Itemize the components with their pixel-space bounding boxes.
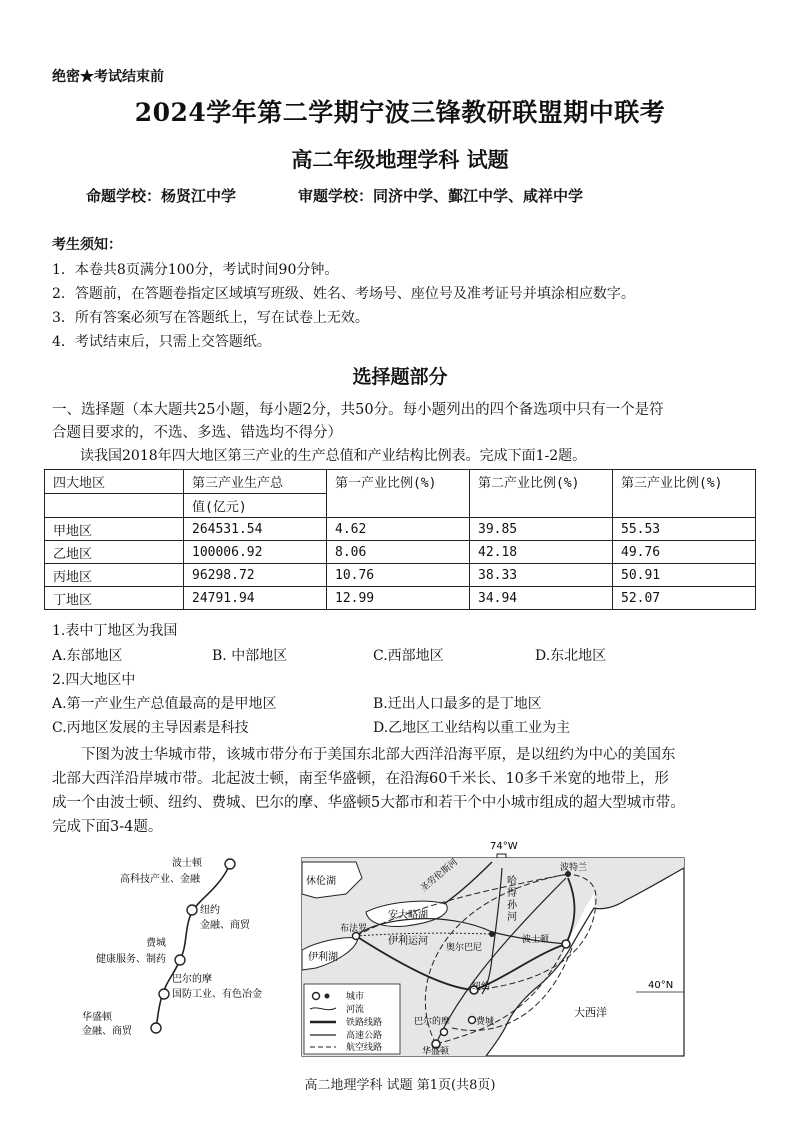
table-header-cell: 第三产业生产总 (184, 470, 327, 494)
legend-label: 高速公路 (346, 1031, 383, 1041)
city-function: 国防工业、有色冶金 (172, 989, 262, 1000)
table-cell: 34.94 (470, 587, 613, 610)
table-cell: 49.76 (613, 541, 756, 564)
legend-label: 城市 (346, 992, 365, 1002)
table-row (45, 518, 756, 541)
answer-option: B.迁出人口最多的是丁地区 (373, 696, 542, 712)
question-lead: 读我国2018年四大地区第三产业的生产总值和产业结构比例表。完成下面1-2题。 (80, 448, 587, 464)
city-dot (151, 1023, 161, 1033)
reviewer-schools: 审题学校：同济中学、鄞江中学、咸祥中学 (298, 187, 584, 205)
city-label: 布法罗 (340, 924, 368, 934)
lake-label: 伊利湖 (308, 952, 338, 963)
passage-line: 成一个由波士顿、纽约、费城、巴尔的摩、华盛顿5大都市和若干个中小城市组成的超大型城市带。 (52, 795, 685, 811)
table-header-row (45, 470, 756, 494)
table-row (45, 541, 756, 564)
city-dot (159, 989, 169, 999)
lake-label: 安大略湖 (388, 910, 428, 921)
instructions-line: 一、选择题（本大题共25小题，每小题2分，共50分。每小题列出的四个备选项中只有一个是符 (52, 402, 664, 418)
ocean-label: 大西洋 (574, 1006, 607, 1019)
table-cell: 55.53 (613, 518, 756, 541)
river-label: 圣劳伦斯河 (419, 857, 460, 894)
data-table (44, 469, 756, 610)
setter-school: 命题学校：杨贤江中学 (86, 187, 237, 205)
legend-city-icon (325, 994, 330, 999)
answer-option: D.乙地区工业结构以重工业为主 (373, 720, 571, 736)
table-cell: 50.91 (613, 564, 756, 587)
question-stem: 2.四大地区中 (52, 672, 136, 688)
answer-option: C.丙地区发展的主导因素是科技 (52, 720, 249, 736)
city-dot (175, 955, 185, 965)
parallel-label: 40°N (648, 980, 674, 991)
answer-option: B. 中部地区 (212, 648, 288, 664)
passage-line: 北部大西洋沿岸城市带。北起波士顿，南至华盛顿，在沿海60千米长、10多千米宽的地带上，形 (52, 771, 669, 787)
legend-label: 河流 (346, 1005, 365, 1015)
city-label: 纽约 (472, 982, 491, 992)
meridian-label: 74°W (490, 841, 518, 852)
passage-line: 下图为波士华城市带，该城市带分布于美国东北部大西洋沿海平原，是以纽约为中心的美国东 (81, 747, 676, 763)
table-cell: 10.76 (327, 564, 470, 587)
legend-label: 航空线路 (346, 1043, 383, 1053)
question-stem: 1.表中丁地区为我国 (52, 623, 178, 639)
city-function: 健康服务、制药 (96, 954, 166, 965)
city-name: 纽约 (200, 905, 220, 916)
notice-item: 2．答题前，在答题卷指定区域填写班级、姓名、考场号、座位号及准考证号并填涂相应数字。 (52, 286, 635, 302)
city-label: 波士顿 (522, 935, 550, 945)
secret-label: 绝密★考试结束前 (52, 69, 164, 85)
table-header-cell: 第二产业比例(%) (470, 470, 613, 518)
table-cell: 52.07 (613, 587, 756, 610)
exam-subtitle: 高二年级地理学科 试题 (291, 147, 509, 172)
answer-option: D.东北地区 (535, 648, 607, 664)
school-info (86, 185, 583, 206)
table-header-cell (45, 494, 184, 518)
lake-label: 休伦湖 (306, 876, 336, 887)
city-function: 金融、商贸 (200, 920, 250, 931)
city-label: 波特兰 (560, 863, 588, 873)
legend-label: 铁路线路 (346, 1018, 383, 1028)
notice-item: 3．所有答案必须写在答题纸上，写在试卷上无效。 (52, 310, 369, 326)
city-label: 费城 (476, 1017, 495, 1027)
page-footer: 高二地理学科 试题 第1页(共8页) (304, 1078, 496, 1093)
city-label: 巴尔的摩 (414, 1017, 451, 1027)
city-marker (489, 931, 495, 937)
answer-option: C.西部地区 (373, 648, 444, 664)
table-header-cell: 四大地区 (45, 470, 184, 494)
table-header-cell: 第三产业比例(%) (613, 470, 756, 518)
city-name: 费城 (146, 938, 166, 949)
river-label: 哈 (507, 876, 517, 887)
city-chain-figure (80, 848, 290, 1048)
table-cell: 39.85 (470, 518, 613, 541)
answer-option: A.第一产业生产总值最高的是甲地区 (52, 696, 277, 712)
table-cell: 24791.94 (184, 587, 327, 610)
city-marker (562, 940, 570, 948)
notice-heading: 考生须知： (52, 237, 122, 253)
table-cell: 100006.92 (184, 541, 327, 564)
river-label: 河 (507, 912, 517, 923)
city-name: 巴尔的摩 (172, 974, 212, 985)
table-row (45, 587, 756, 610)
table-cell: 38.33 (470, 564, 613, 587)
canal-label: 伊利运河 (388, 936, 428, 947)
instructions-line: 合题目要求的，不选、多选、错选均不得分） (52, 425, 342, 441)
section-title: 选择题部分 (352, 366, 448, 388)
exam-title: 2024学年第二学期宁波三锋教研联盟期中联考 (134, 98, 666, 127)
table-cell: 8.06 (327, 541, 470, 564)
table-cell: 12.99 (327, 587, 470, 610)
table-cell: 丙地区 (45, 564, 184, 587)
city-dot (225, 859, 235, 869)
notice-item: 1．本卷共8页满分100分，考试时间90分钟。 (52, 262, 339, 278)
city-chain-line (156, 864, 230, 1028)
notice-item: 4．考试结束后，只需上交答题纸。 (52, 334, 271, 350)
passage-line: 完成下面3-4题。 (52, 819, 163, 835)
city-function: 高科技产业、金融 (120, 874, 200, 885)
table-header-cell: 第一产业比例(%) (327, 470, 470, 518)
answer-option: A.东部地区 (52, 648, 123, 664)
table-cell: 96298.72 (184, 564, 327, 587)
city-function: 金融、商贸 (82, 1026, 132, 1037)
megalopolis-map (296, 838, 692, 1062)
river-label: 孙 (507, 900, 517, 911)
table-cell: 乙地区 (45, 541, 184, 564)
legend-city-icon (313, 993, 320, 1000)
city-name: 波士顿 (172, 858, 202, 869)
city-dot (187, 905, 197, 915)
table-cell: 甲地区 (45, 518, 184, 541)
city-label: 奥尔巴尼 (446, 943, 483, 953)
table-header-cell: 值(亿元) (184, 494, 327, 518)
city-marker (469, 1017, 476, 1024)
city-label: 华盛顿 (422, 1047, 450, 1057)
table-cell: 42.18 (470, 541, 613, 564)
city-name: 华盛顿 (82, 1012, 112, 1023)
river-label: 得 (507, 888, 517, 899)
table-cell: 丁地区 (45, 587, 184, 610)
table-cell: 264531.54 (184, 518, 327, 541)
city-marker (441, 1029, 448, 1036)
table-row (45, 564, 756, 587)
table-cell: 4.62 (327, 518, 470, 541)
